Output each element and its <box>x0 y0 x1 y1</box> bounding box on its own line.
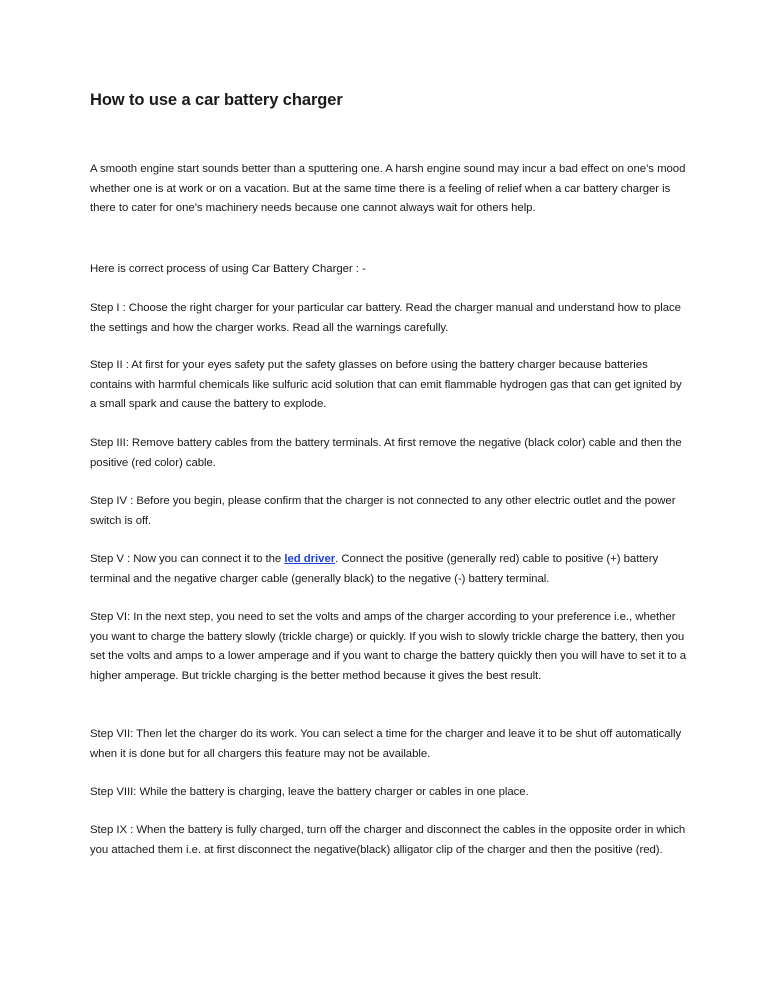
step-5-text-before: Step V : Now you can connect it to the <box>90 553 285 565</box>
led-driver-link[interactable]: led driver <box>284 553 336 565</box>
step-8-paragraph: Step VIII: While the battery is charging, leave the battery charger or cables in one place. <box>90 786 529 798</box>
step-4-paragraph: Step IV : Before you begin, please confirm that the charger is not connected to any other electric outlet and the power switch is off. <box>90 495 676 527</box>
step-5-text-after: . Connect the positive (generally red) cable to positive (+) battery terminal and the negative charger cable (generally black) to the negative (-) battery terminal. <box>90 553 659 585</box>
step-7-paragraph: Step VII: Then let the charger do its work. You can select a time for the charger and leave it to be shut off automatically when it is done but for all chargers this feature may not be available. <box>90 728 682 760</box>
step-2-paragraph: Step II : At first for your eyes safety put the safety glasses on before using the battery charger because batteries contains with harmful chemicals like sulfuric acid solution that can emit flammable hydrogen gas that can get ignited by a small spark and cause the battery to explode. <box>90 359 682 410</box>
process-heading: Here is correct process of using Car Battery Charger : - <box>90 263 366 275</box>
step-3-paragraph: Step III: Remove battery cables from the battery terminals. At first remove the negative (black color) cable and then the positive (red color) cable. <box>90 437 682 469</box>
intro-paragraph: A smooth engine start sounds better than a sputtering one. A harsh engine sound may incur a bad effect on one’s mood whether one is at work or on a vacation. But at the same time there is a feeling of relief when a car battery charger is there to cater for one’s machinery needs because one cannot always wait for others help. <box>90 163 686 214</box>
page-title: How to use a car battery charger <box>90 91 343 109</box>
step-9-paragraph: Step IX : When the battery is fully charged, turn off the charger and disconnect the cables in the opposite order in which you attached them i.e. at first disconnect the negative(black) alligator clip of the charger and then the positive (red). <box>90 824 686 856</box>
step-1-paragraph: Step I : Choose the right charger for your particular car battery. Read the charger manual and understand how to place the settings and how the charger works. Read all the warnings carefully. <box>90 302 681 334</box>
step-5-paragraph <box>90 550 690 589</box>
step-6-paragraph: Step VI: In the next step, you need to set the volts and amps of the charger according to your preference i.e., whether you want to charge the battery slowly (trickle charge) or quickly. If you wish to slowly trickle charge the battery, then you set the volts and amps to a lower amperage and if you want to charge the battery quickly then you will have to set it to a higher amperage. But trickle charging is the better method because it gives the best result. <box>90 611 687 682</box>
